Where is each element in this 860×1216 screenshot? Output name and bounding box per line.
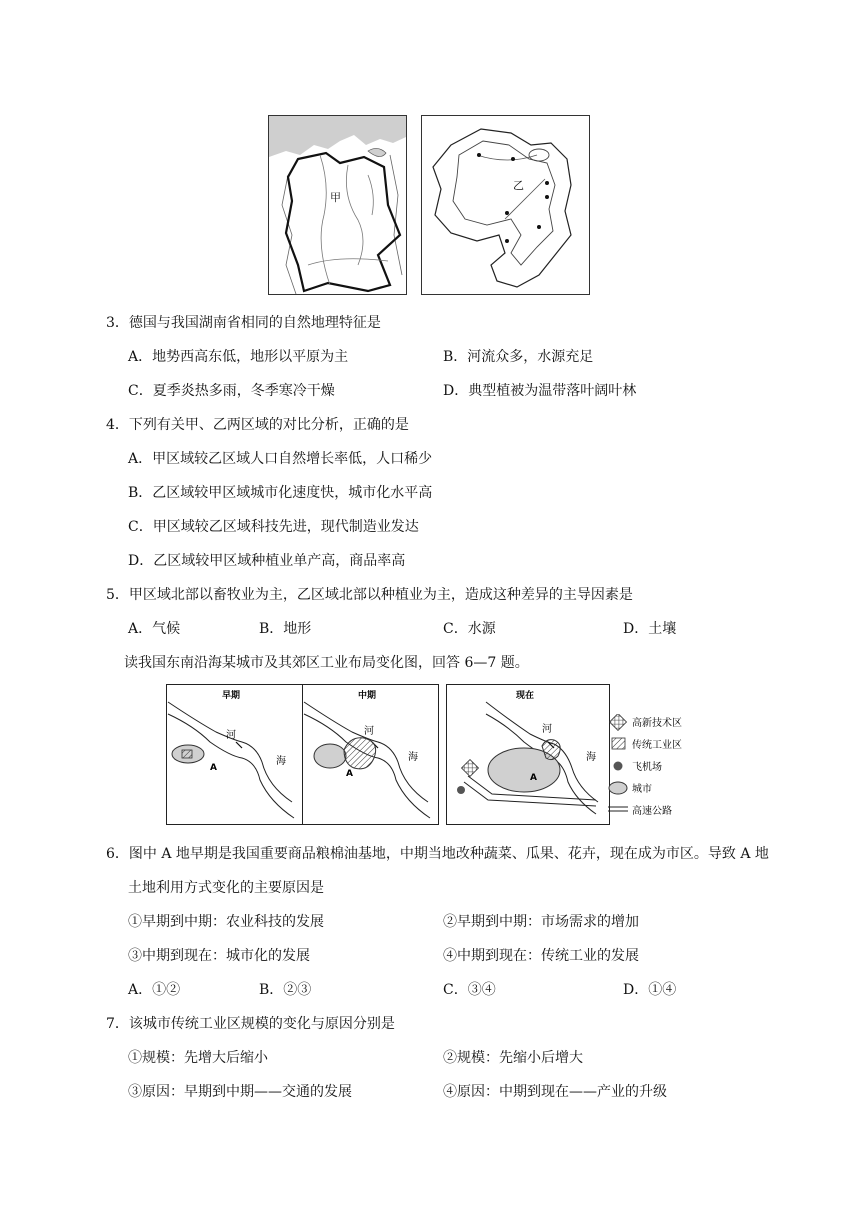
airport-icon <box>614 762 623 771</box>
panel-now-title: 现在 <box>516 691 535 701</box>
panel-now <box>447 685 610 825</box>
q6-statement-2: ②早期到中期：市场需求的增加 <box>443 914 639 930</box>
q6-stem-line1: 6．图中 A 地早期是我国重要商品粮棉油基地，中期当地改种蔬菜、瓜果、花卉，现在成为市区。导致 A 地 <box>106 846 769 862</box>
legend-highway-swatch <box>608 807 628 811</box>
legend-airport-text: 飞机场 <box>632 762 662 773</box>
q6-statement-1: ①早期到中期：农业科技的发展 <box>128 914 324 930</box>
q6-statement-3: ③中期到现在：城市化的发展 <box>128 948 310 964</box>
q6-stem-line2: 土地利用方式变化的主要原因是 <box>128 880 324 896</box>
panel-mid-sea: 海 <box>408 752 418 763</box>
q5-option-a: A．气候 <box>128 621 181 637</box>
panel-early-river: 河 <box>226 730 236 741</box>
q4-option-b: B．乙区域较甲区域城市化速度快，城市化水平高 <box>128 485 433 501</box>
panel-early <box>167 685 303 825</box>
legend-traditional-text: 传统工业区 <box>632 740 682 751</box>
q3-option-b: B．河流众多，水源充足 <box>443 349 594 365</box>
legend-traditional-swatch <box>612 738 625 749</box>
q4-option-a: A．甲区域较乙区域人口自然增长率低，人口稀少 <box>128 451 433 467</box>
q5-option-d: D．土壤 <box>623 621 677 637</box>
q7-statement-3: ③原因：早期到中期——交通的发展 <box>128 1084 352 1100</box>
q5-option-c: C．水源 <box>443 621 496 637</box>
industry-layout-figure <box>166 684 610 826</box>
panel-now-sea: 海 <box>586 752 596 763</box>
legend-city-text: 城市 <box>632 784 652 795</box>
q6-option-a: A．①② <box>128 982 181 998</box>
q6-statement-4: ④中期到现在：传统工业的发展 <box>443 948 639 964</box>
germany-map <box>268 115 407 295</box>
panel-early-a: A <box>210 763 217 773</box>
q4-option-c: C．甲区域较乙区域科技先进，现代制造业发达 <box>128 519 419 535</box>
legend-hightech-text: 高新技术区 <box>632 718 682 729</box>
q3-option-c: C．夏季炎热多雨，冬季寒冷干燥 <box>128 383 335 399</box>
q7-statement-4: ④原因：中期到现在——产业的升级 <box>443 1084 667 1100</box>
q6-option-b: B．②③ <box>259 982 312 998</box>
panel-early-title: 早期 <box>222 691 241 701</box>
q5-option-b: B．地形 <box>259 621 312 637</box>
hunan-map <box>421 115 590 295</box>
panel-now-a: A <box>530 773 537 783</box>
panel-mid-a: A <box>346 769 353 779</box>
map-label-jia: 甲 <box>330 191 341 204</box>
q7-stem: 7．该城市传统工业区规模的变化与原因分别是 <box>106 1016 395 1032</box>
q3-stem: 3．德国与我国湖南省相同的自然地理特征是 <box>106 315 381 331</box>
q3-option-a: A．地势西高东低，地形以平原为主 <box>128 349 349 365</box>
panel-mid <box>303 685 439 825</box>
legend-city-swatch <box>609 782 627 794</box>
legend-hightech-swatch <box>610 714 627 730</box>
section-intro: 读我国东南沿海某城市及其郊区工业布局变化图，回答 6—7 题。 <box>124 655 529 671</box>
q7-statement-2: ②规模：先缩小后增大 <box>443 1050 583 1066</box>
map-label-yi: 乙 <box>513 179 524 192</box>
panel-early-sea: 海 <box>276 756 286 767</box>
q5-stem: 5．甲区域北部以畜牧业为主，乙区域北部以种植业为主，造成这种差异的主导因素是 <box>106 587 633 603</box>
q4-option-d: D．乙区域较甲区域种植业单产高，商品率高 <box>128 553 406 569</box>
q3-option-d: D．典型植被为温带落叶阔叶林 <box>443 383 637 399</box>
panel-mid-river: 河 <box>364 726 374 737</box>
q6-option-d: D．①④ <box>623 982 677 998</box>
panel-mid-title: 中期 <box>358 691 377 701</box>
legend-highway-text: 高速公路 <box>632 806 672 817</box>
q7-statement-1: ①规模：先增大后缩小 <box>128 1050 268 1066</box>
legend-panel <box>606 714 706 826</box>
q6-option-c: C．③④ <box>443 982 496 998</box>
q4-stem: 4．下列有关甲、乙两区域的对比分析，正确的是 <box>106 417 409 433</box>
panel-now-river: 河 <box>542 724 552 735</box>
